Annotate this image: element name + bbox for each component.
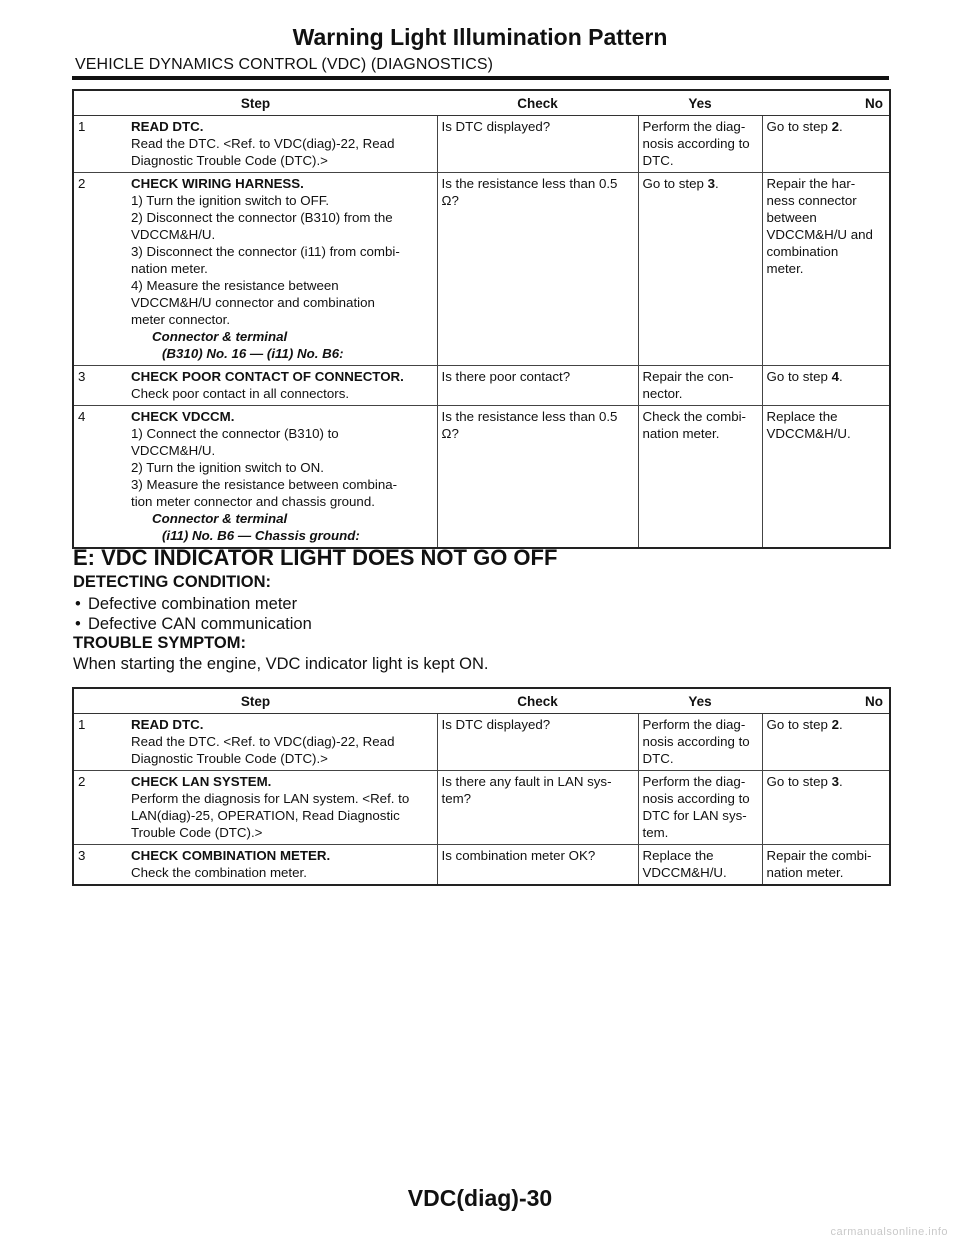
- no-cell: [762, 366, 890, 406]
- step-header: Step: [73, 688, 437, 714]
- yes-text: nosis according to: [642, 734, 750, 749]
- no-text: between: [766, 210, 817, 225]
- yes-text: nosis according to: [642, 791, 750, 806]
- no-text: .: [838, 774, 843, 789]
- yes-text: Repair the con-: [642, 369, 734, 384]
- page-number: VDC(diag)-30: [407, 1185, 553, 1211]
- connector-terminal-label: Connector & terminal: [152, 329, 288, 344]
- step-cell: [127, 116, 437, 173]
- no-header: No: [762, 688, 890, 714]
- yes-cell: [638, 845, 762, 886]
- condition-bullet: • Defective combination meter: [73, 595, 297, 614]
- yes-header: Yes: [638, 688, 762, 714]
- no-text: meter.: [766, 261, 804, 276]
- step-cell: [127, 173, 437, 366]
- yes-text: nector.: [642, 386, 683, 401]
- connector-terminal-label: Connector & terminal: [152, 511, 288, 526]
- yes-text: nation meter.: [642, 426, 720, 441]
- step-header: Step: [73, 90, 437, 116]
- table-header-row: [73, 90, 890, 116]
- step-text: Read the DTC. <Ref. to VDC(diag)-22, Read: [131, 734, 395, 749]
- no-text: Go to step: [766, 369, 832, 384]
- yes-cell: [638, 771, 762, 845]
- no-text: Go to step: [766, 717, 832, 732]
- no-text: Repair the combi-: [766, 848, 872, 863]
- step-text: 1) Turn the ignition switch to OFF.: [131, 193, 330, 208]
- step-text: 4) Measure the resistance between: [131, 278, 339, 293]
- table-row: [73, 845, 890, 886]
- connector-terminal-value: (B310) No. 16 — (i11) No. B6:: [162, 346, 344, 361]
- step-number: 3: [73, 845, 127, 886]
- step-title: CHECK POOR CONTACT OF CONNECTOR.: [131, 369, 404, 384]
- step-title: READ DTC.: [131, 119, 204, 134]
- no-text: nation meter.: [766, 865, 844, 880]
- no-text: Repair the har-: [766, 176, 856, 191]
- yes-text: DTC.: [642, 153, 674, 168]
- step-title: CHECK VDCCM.: [131, 409, 235, 424]
- table-row: [73, 771, 890, 845]
- check-cell: [437, 173, 638, 366]
- yes-text: DTC for LAN sys-: [642, 808, 747, 823]
- step-text: 2) Turn the ignition switch to ON.: [131, 460, 324, 475]
- check-cell: [437, 771, 638, 845]
- yes-text: Perform the diag-: [642, 119, 746, 134]
- check-cell: [437, 714, 638, 771]
- step-text: LAN(diag)-25, OPERATION, Read Diagnostic: [131, 808, 400, 823]
- step-text: VDCCM&H/U connector and combination: [131, 295, 375, 310]
- step-number: 4: [73, 406, 127, 549]
- check-cell: [437, 845, 638, 886]
- no-text: ness connector: [766, 193, 857, 208]
- check-header: Check: [437, 90, 638, 116]
- yes-cell: [638, 714, 762, 771]
- connector-terminal-value: (i11) No. B6 — Chassis ground:: [162, 528, 360, 543]
- no-cell: [762, 173, 890, 366]
- step-cell: [127, 771, 437, 845]
- step-text: meter connector.: [131, 312, 231, 327]
- yes-text: Perform the diag-: [642, 774, 746, 789]
- goto-step-number: 2: [831, 119, 839, 134]
- no-text: combination: [766, 244, 839, 259]
- yes-text: VDCCM&H/U.: [642, 865, 727, 880]
- yes-text: DTC.: [642, 751, 674, 766]
- yes-text: tem.: [642, 825, 669, 840]
- step-title: READ DTC.: [131, 717, 204, 732]
- no-cell: [762, 714, 890, 771]
- watermark: carmanualsonline.info: [830, 1226, 948, 1238]
- no-text: VDCCM&H/U.: [766, 426, 851, 441]
- step-text: Diagnostic Trouble Code (DTC).>: [131, 751, 328, 766]
- check-text: Is DTC displayed?: [441, 119, 551, 134]
- yes-text: Check the combi-: [642, 409, 746, 424]
- step-title: CHECK COMBINATION METER.: [131, 848, 331, 863]
- step-text: VDCCM&H/U.: [131, 227, 216, 242]
- goto-step-number: 3: [707, 176, 715, 191]
- step-text: 1) Connect the connector (B310) to: [131, 426, 339, 441]
- yes-text: .: [714, 176, 719, 191]
- step-number: 1: [73, 714, 127, 771]
- no-text: Go to step: [766, 774, 832, 789]
- check-text: Is there poor contact?: [441, 369, 571, 384]
- yes-header: Yes: [638, 90, 762, 116]
- step-number: 3: [73, 366, 127, 406]
- step-text: Check poor contact in all connectors.: [131, 386, 350, 401]
- check-cell: [437, 406, 638, 549]
- no-cell: [762, 845, 890, 886]
- header-rule: [72, 76, 889, 80]
- yes-text: nosis according to: [642, 136, 750, 151]
- no-text: .: [838, 717, 843, 732]
- table-row: [73, 173, 890, 366]
- check-text: Is combination meter OK?: [441, 848, 596, 863]
- section-heading: E: VDC INDICATOR LIGHT DOES NOT GO OFF: [73, 545, 558, 570]
- step-title: CHECK LAN SYSTEM.: [131, 774, 272, 789]
- goto-step-number: 4: [831, 369, 839, 384]
- check-text: Is the resistance less than 0.5: [441, 176, 618, 191]
- yes-text: Go to step: [642, 176, 708, 191]
- step-cell: [127, 366, 437, 406]
- step-text: Check the combination meter.: [131, 865, 307, 880]
- step-cell: [127, 714, 437, 771]
- trouble-symptom-text: When starting the engine, VDC indicator light is kept ON.: [73, 655, 489, 673]
- goto-step-number: 2: [831, 717, 839, 732]
- step-title: CHECK WIRING HARNESS.: [131, 176, 304, 191]
- table-header-row: [73, 688, 890, 714]
- step-text: Diagnostic Trouble Code (DTC).>: [131, 153, 328, 168]
- yes-cell: [638, 406, 762, 549]
- no-header: No: [762, 90, 890, 116]
- check-cell: [437, 116, 638, 173]
- goto-step-number: 3: [831, 774, 839, 789]
- check-header: Check: [437, 688, 638, 714]
- no-text: Replace the: [766, 409, 838, 424]
- table-row: [73, 714, 890, 771]
- table-row: [73, 116, 890, 173]
- no-text: .: [838, 119, 843, 134]
- condition-bullet: • Defective CAN communication: [73, 615, 312, 634]
- check-text: Is there any fault in LAN sys-: [441, 774, 612, 789]
- table-row: [73, 406, 890, 549]
- check-text: Is DTC displayed?: [441, 717, 551, 732]
- no-cell: [762, 771, 890, 845]
- check-text: Ω?: [441, 426, 459, 441]
- table-row: [73, 366, 890, 406]
- no-cell: [762, 406, 890, 549]
- step-cell: [127, 406, 437, 549]
- step-text: Trouble Code (DTC).>: [131, 825, 263, 840]
- step-text: Read the DTC. <Ref. to VDC(diag)-22, Read: [131, 136, 395, 151]
- yes-cell: [638, 173, 762, 366]
- no-cell: [762, 116, 890, 173]
- yes-text: Perform the diag-: [642, 717, 746, 732]
- yes-cell: [638, 366, 762, 406]
- step-text: nation meter.: [131, 261, 208, 276]
- step-text: Perform the diagnosis for LAN system. <Ref. to: [131, 791, 410, 806]
- check-text: Ω?: [441, 193, 459, 208]
- section-subtitle: VEHICLE DYNAMICS CONTROL (VDC) (DIAGNOSTICS): [75, 56, 494, 73]
- yes-text: Replace the: [642, 848, 714, 863]
- no-text: Go to step: [766, 119, 832, 134]
- step-cell: [127, 845, 437, 886]
- check-text: tem?: [441, 791, 472, 806]
- diagnostic-table-2: [72, 687, 891, 886]
- step-number: 2: [73, 173, 127, 366]
- no-text: VDCCM&H/U and: [766, 227, 873, 242]
- yes-cell: [638, 116, 762, 173]
- no-text: .: [838, 369, 843, 384]
- check-cell: [437, 366, 638, 406]
- step-text: VDCCM&H/U.: [131, 443, 216, 458]
- detecting-condition-label: DETECTING CONDITION:: [73, 573, 271, 591]
- check-text: Is the resistance less than 0.5: [441, 409, 618, 424]
- step-number: 2: [73, 771, 127, 845]
- step-text: tion meter connector and chassis ground.: [131, 494, 375, 509]
- step-text: 3) Disconnect the connector (i11) from combi-: [131, 244, 400, 259]
- step-text: 3) Measure the resistance between combina-: [131, 477, 398, 492]
- trouble-symptom-label: TROUBLE SYMPTOM:: [73, 634, 246, 652]
- diagnostic-table-1: [72, 89, 891, 549]
- page-title: Warning Light Illumination Pattern: [292, 24, 668, 50]
- step-text: 2) Disconnect the connector (B310) from the: [131, 210, 393, 225]
- step-number: 1: [73, 116, 127, 173]
